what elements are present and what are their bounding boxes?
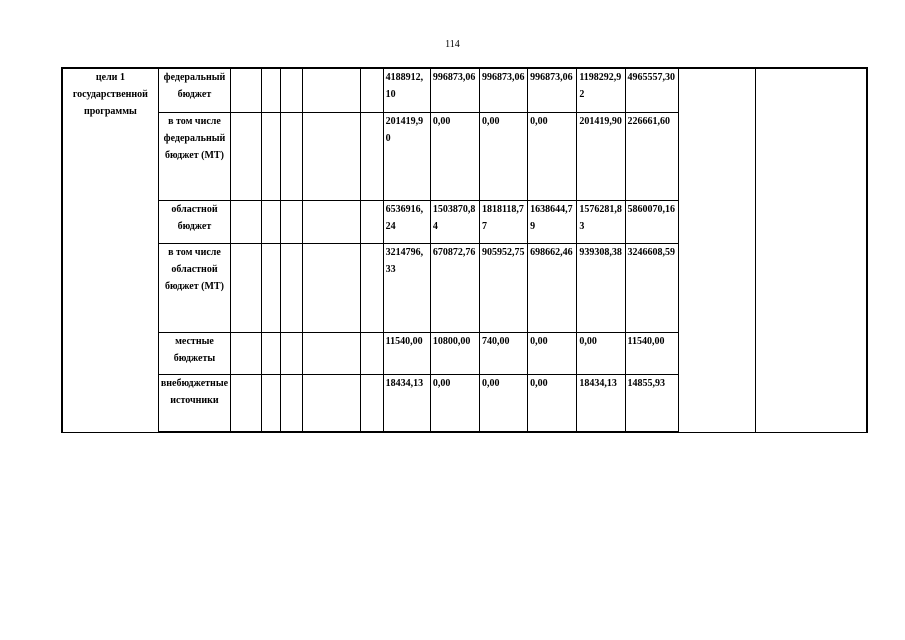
value-cell: 905952,75 [479, 243, 527, 332]
value-cell: 996873,06 [528, 68, 577, 112]
empty-cell [360, 68, 383, 112]
empty-cell [281, 112, 303, 200]
value-cell: 4188912,10 [383, 68, 430, 112]
empty-cell [303, 243, 360, 332]
empty-cell [303, 200, 360, 243]
value-cell: 670872,76 [430, 243, 479, 332]
value-cell: 14855,93 [625, 374, 678, 432]
empty-cell [678, 68, 755, 432]
value-cell: 0,00 [479, 112, 527, 200]
empty-cell [262, 200, 281, 243]
value-cell: 1818118,77 [479, 200, 527, 243]
source-cell: в том числе федеральный бюджет (МТ) [158, 112, 230, 200]
empty-cell [303, 374, 360, 432]
empty-cell [262, 68, 281, 112]
value-cell: 939308,38 [577, 243, 625, 332]
empty-cell [281, 200, 303, 243]
value-cell: 996873,06 [479, 68, 527, 112]
source-cell: в том числе областной бюджет (МТ) [158, 243, 230, 332]
value-cell: 996873,06 [430, 68, 479, 112]
empty-cell [360, 374, 383, 432]
value-cell: 1576281,83 [577, 200, 625, 243]
value-cell: 226661,60 [625, 112, 678, 200]
value-cell: 698662,46 [528, 243, 577, 332]
empty-cell [231, 68, 262, 112]
value-cell: 201419,90 [577, 112, 625, 200]
empty-cell [303, 68, 360, 112]
value-cell: 0,00 [479, 374, 527, 432]
empty-cell [262, 374, 281, 432]
value-cell: 0,00 [430, 112, 479, 200]
value-cell: 0,00 [430, 374, 479, 432]
empty-cell [262, 112, 281, 200]
empty-cell [755, 68, 867, 432]
value-cell: 0,00 [528, 112, 577, 200]
value-cell: 11540,00 [625, 332, 678, 374]
value-cell: 1638644,79 [528, 200, 577, 243]
value-cell: 18434,13 [383, 374, 430, 432]
source-cell: областной бюджет [158, 200, 230, 243]
value-cell: 3246608,59 [625, 243, 678, 332]
empty-cell [281, 243, 303, 332]
value-cell: 0,00 [577, 332, 625, 374]
empty-cell [281, 68, 303, 112]
value-cell: 11540,00 [383, 332, 430, 374]
empty-cell [231, 243, 262, 332]
empty-cell [231, 200, 262, 243]
value-cell: 3214796,33 [383, 243, 430, 332]
empty-cell [360, 332, 383, 374]
empty-cell [303, 332, 360, 374]
value-cell: 740,00 [479, 332, 527, 374]
empty-cell [231, 332, 262, 374]
value-cell: 6536916,24 [383, 200, 430, 243]
empty-cell [303, 112, 360, 200]
value-cell: 1198292,92 [577, 68, 625, 112]
value-cell: 1503870,84 [430, 200, 479, 243]
value-cell: 10800,00 [430, 332, 479, 374]
value-cell: 0,00 [528, 332, 577, 374]
value-cell: 201419,90 [383, 112, 430, 200]
goal-label: цели 1 государственной программы [62, 68, 158, 432]
empty-cell [360, 243, 383, 332]
budget-table [61, 67, 868, 433]
source-cell: местные бюджеты [158, 332, 230, 374]
value-cell: 5860070,16 [625, 200, 678, 243]
empty-cell [360, 112, 383, 200]
value-cell: 18434,13 [577, 374, 625, 432]
value-cell: 0,00 [528, 374, 577, 432]
empty-cell [360, 200, 383, 243]
source-cell: внебюджетные источники [158, 374, 230, 432]
empty-cell [281, 374, 303, 432]
empty-cell [281, 332, 303, 374]
empty-cell [231, 112, 262, 200]
table-row [62, 68, 867, 112]
empty-cell [262, 332, 281, 374]
empty-cell [262, 243, 281, 332]
empty-cell [231, 374, 262, 432]
source-cell: федеральный бюджет [158, 68, 230, 112]
value-cell: 4965557,30 [625, 68, 678, 112]
page-number: 114 [445, 39, 460, 50]
